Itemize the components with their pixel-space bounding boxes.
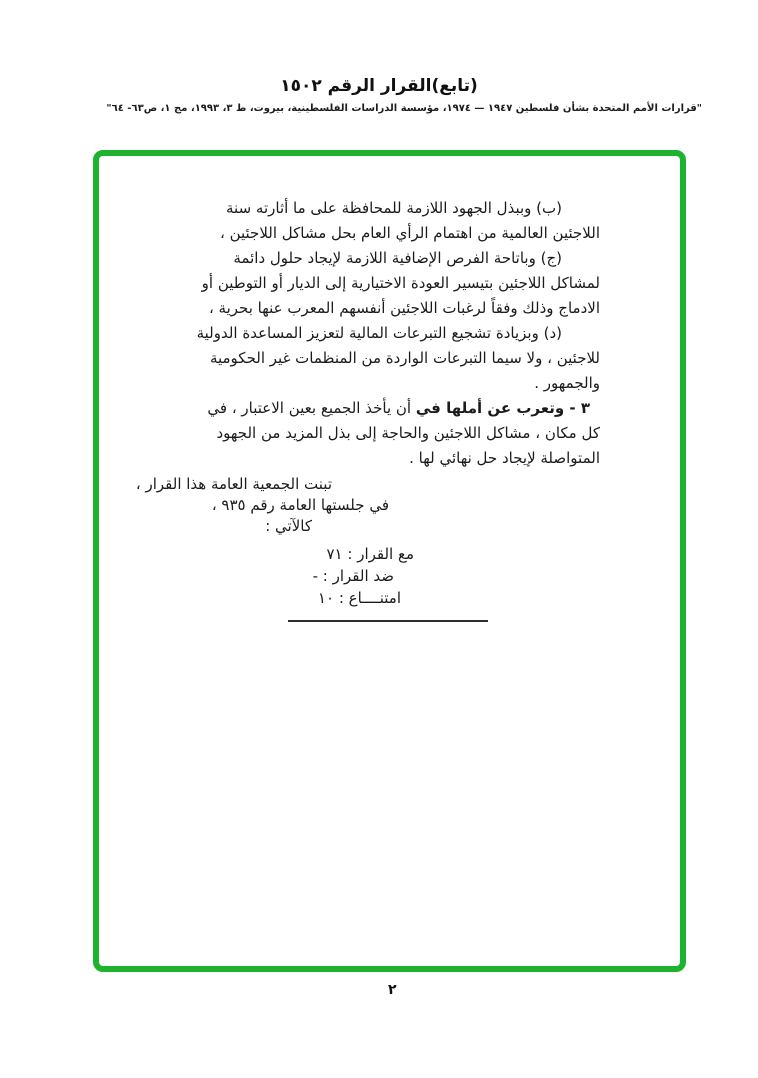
vote-row-abstain: امتنــــاع : ١٠ — [317, 589, 401, 607]
page-title: (تابع)القرار الرقم ١٥٠٢ — [280, 76, 478, 96]
paragraph-3-body: أن يأخذ الجميع بعين الاعتبار ، في كل مكان ، مشاكل اللاجئين والحاجة إلى بذل المزيد من الجهود المتواصلة لإيجاد حل نهائي لها . — [207, 399, 600, 467]
vote-row-against: ضد القرار : - — [312, 567, 394, 585]
citation-line: "قرارات الأمم المتحدة بشأن فلسطين ١٩٤٧ — ١٩٧٤، مؤسسة الدراسات الفلسطينية، بيروت، ط ٣، ١٩٩٣، مج ١، ص٦٣- ٦٤" — [106, 103, 702, 114]
paragraph-j: (ج) وباتاحة الفرص الإضافية اللازمة لإيجاد حلول دائمة لمشاكل اللاجئين بتيسير العودة الاختيارية إلى الديار أو التوطين أو الادماج وذلك وفقاً لرغبات اللاجئين أنفسهم المعرب عنها بحرية ، — [201, 249, 600, 317]
adoption-line: في جلستها العامة رقم ٩٣٥ ، — [211, 496, 389, 514]
resolution-text-block — [135, 196, 600, 622]
adoption-line: كالآتي : — [265, 517, 312, 535]
paragraph-b: (ب) وببذل الجهود اللازمة للمحافظة على ما أثارته سنة اللاجئين العالمية من اهتمام الرأي العام بحل مشاكل اللاجئين ، — [219, 199, 600, 242]
adoption-line: تبنت الجمعية العامة هذا القرار ، — [135, 475, 332, 493]
vote-row-for: مع القرار : ٧١ — [326, 545, 414, 563]
paragraph-3 — [185, 396, 600, 471]
paragraph-3-lead: ٣ - وتعرب عن أملها في — [415, 399, 590, 417]
page-number: ٢ — [388, 982, 397, 998]
paragraph-d: (د) وبزيادة تشجيع التبرعات المالية لتعزيز المساعدة الدولية للاجئين ، ولا سيما التبرعات الواردة من المنظمات غير الحكومية والجمهور . — [196, 324, 600, 392]
separator-rule — [288, 620, 488, 622]
